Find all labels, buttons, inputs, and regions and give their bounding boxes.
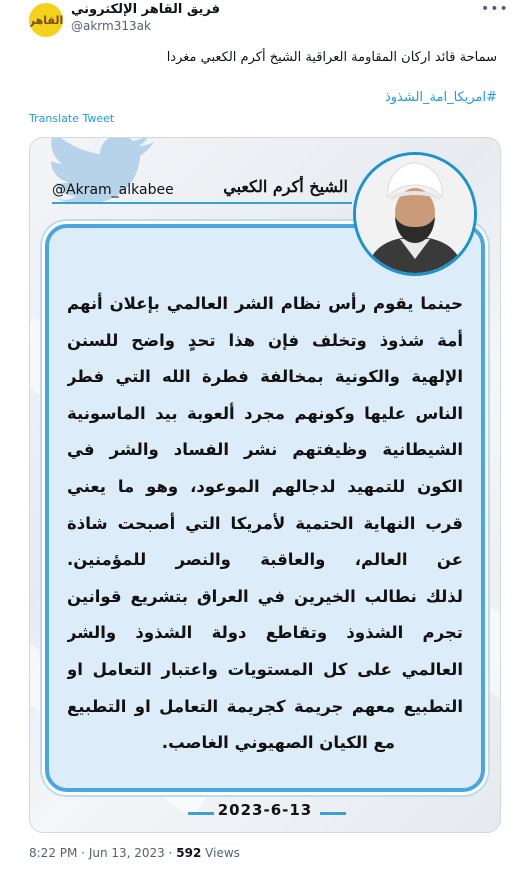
- statement-line: الإلهية والكونية بمخالفة فطرة الله التي فطر: [67, 367, 463, 387]
- hashtag-link[interactable]: #امريكا_امة_الشذوذ: [384, 90, 497, 105]
- avatar[interactable]: [29, 3, 63, 37]
- more-options-icon[interactable]: •••: [481, 1, 509, 17]
- meta-separator: ·: [77, 846, 89, 860]
- statement-line: مع الكيان الصهيوني الغاصب.: [161, 733, 395, 753]
- author-handle: @Akram_alkabee: [52, 182, 174, 198]
- author-portrait: [353, 152, 477, 276]
- statement-line: أمة شذوذ وتخلف فإن هذا تحدٍ واضح للسنن: [67, 330, 463, 350]
- tweet-image[interactable]: [29, 137, 501, 833]
- statement-line: الشيطانية وظيفتهم نشر الفساد والشر في: [67, 440, 463, 460]
- statement-line: تجرم الشذوذ وتقاطع دولة الشذوذ والشر: [67, 623, 463, 643]
- display-name[interactable]: فريق القاهر الإلكتروني: [71, 2, 221, 17]
- statement-line: عن العالم، والعاقبة والنصر للمؤمنين.: [67, 550, 463, 570]
- statement-card: [45, 224, 485, 792]
- tweet-meta: [29, 846, 240, 860]
- statement-line: حينما يقوم رأس نظام الشر العالمي بإعلان أنهم: [67, 294, 463, 313]
- author-name: الشيخ أكرم الكعبي: [223, 177, 348, 196]
- date-dash: [320, 812, 346, 815]
- tweet-date[interactable]: Jun 13, 2023: [88, 846, 165, 860]
- name-underline: [52, 202, 352, 204]
- tweet-time[interactable]: 8:22 PM: [29, 846, 78, 860]
- meta-separator: ·: [164, 846, 177, 860]
- statement-line: الكون للتمهيد لدجالهم الموعود، وهو ما يعني: [67, 476, 463, 496]
- statement-line: قرب النهاية الحتمية لأمريكا التي أصبحت شاذة: [67, 513, 463, 533]
- views-count: 592: [176, 846, 202, 860]
- statement-date: [30, 801, 500, 825]
- date-text: 2023-6-13: [217, 801, 313, 819]
- account-handle[interactable]: @akrm313ak: [71, 19, 151, 33]
- statement-line: لذلك نطالب الخيرين في العراق بتشريع قوانين: [67, 586, 463, 606]
- tweet-header: [0, 0, 515, 48]
- statement-text: [67, 286, 463, 762]
- statement-line: التطبيع معهم جريمة كجريمة التعامل او التطبيع: [67, 696, 463, 716]
- translate-tweet-link[interactable]: Translate Tweet: [29, 112, 115, 125]
- avatar-text: القاهر: [29, 13, 63, 27]
- views-label: Views: [205, 846, 240, 860]
- statement-line: الناس عليها وكونهم مجرد ألعوبة بيد الماسونية: [67, 403, 463, 423]
- statement-line: العالمي على كل المستويات واعتبار التعامل او: [67, 659, 463, 679]
- tweet-text: سماحة قائد اركان المقاومة العراقية الشيخ أكرم الكعبي مغردا: [166, 50, 497, 65]
